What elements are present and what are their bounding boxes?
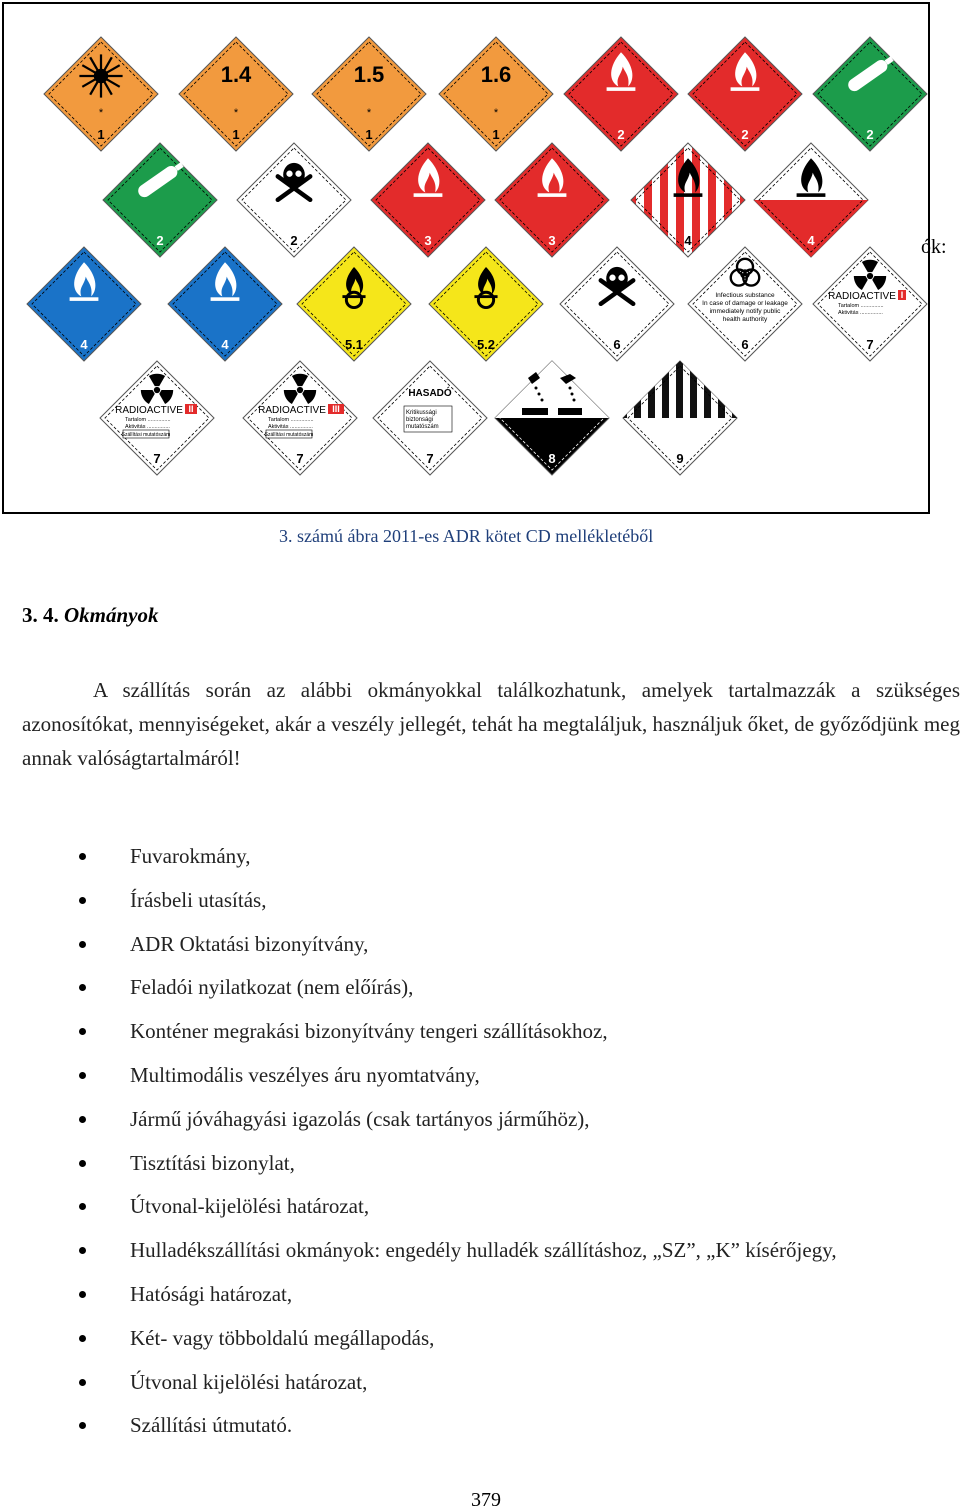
hazard-label bbox=[179, 37, 293, 151]
list-item bbox=[0, 1189, 837, 1233]
class-number: 1 bbox=[365, 127, 373, 142]
miscellaneous-stripes-icon bbox=[623, 361, 737, 418]
bullet-icon bbox=[79, 1160, 86, 1167]
hazard-label bbox=[103, 143, 217, 257]
class-number: 6 bbox=[613, 337, 621, 352]
division-code: 1.6 bbox=[480, 62, 512, 87]
hazard-label bbox=[429, 247, 543, 361]
hazard-labels-svg bbox=[4, 4, 930, 514]
bullet-icon bbox=[79, 1422, 86, 1429]
list-item-text: Útvonal kijelölési határozat, bbox=[130, 1369, 368, 1394]
bullet-icon bbox=[79, 1379, 86, 1386]
radio-line: Aktivitás ............... bbox=[838, 310, 883, 316]
list-item bbox=[0, 1233, 837, 1277]
infectious-text: In case of damage or leakage bbox=[702, 300, 788, 307]
hazard-label bbox=[100, 361, 214, 475]
section-title: Okmányok bbox=[64, 603, 159, 627]
class-number: 4 bbox=[221, 337, 229, 352]
radiation-icon bbox=[297, 387, 303, 393]
intro-paragraph: A szállítás során az alábbi okmányokkal találkozhatunk, amelyek tartalmazzák a szükséges azonosítókat, mennyiségeket, akár a veszély jellegét, tehát ha megtaláljuk, használjuk őket, de győződjünk meg annak valóságtartalmáról! bbox=[22, 678, 960, 770]
documents-list bbox=[0, 839, 837, 1452]
list-item bbox=[0, 1321, 837, 1365]
radioactive-text: RADIOACTIVE bbox=[828, 291, 896, 302]
hazard-label bbox=[560, 247, 674, 361]
bullet-icon bbox=[79, 1116, 86, 1123]
hazard-label bbox=[564, 37, 678, 151]
class-number: 2 bbox=[617, 127, 625, 142]
compatibility-star: * bbox=[493, 107, 499, 119]
bullet-icon bbox=[79, 1203, 86, 1210]
compatibility-star: * bbox=[98, 107, 104, 119]
hazard-label bbox=[688, 37, 802, 151]
category-text: I bbox=[900, 290, 904, 300]
skull-eye bbox=[618, 275, 624, 281]
transport-index-text: Szállítási mutatószám bbox=[121, 432, 171, 438]
class-number: 7 bbox=[426, 451, 434, 466]
class-number: 3 bbox=[548, 233, 556, 248]
bullet-icon bbox=[79, 984, 86, 991]
flame-base bbox=[538, 193, 567, 197]
bullet-icon bbox=[79, 897, 86, 904]
class-number: 2 bbox=[866, 127, 874, 142]
criticality-text: mutatószám bbox=[406, 424, 439, 430]
compatibility-star: * bbox=[366, 107, 372, 119]
bullet-icon bbox=[79, 1291, 86, 1298]
hazard-label bbox=[243, 361, 357, 475]
list-item bbox=[0, 1014, 837, 1058]
radio-line: Aktivitás ............... bbox=[125, 424, 170, 430]
hazard-label bbox=[495, 361, 609, 475]
flame-base bbox=[731, 87, 760, 91]
class-number: 7 bbox=[296, 451, 304, 466]
list-item-text: Hatósági határozat, bbox=[130, 1281, 293, 1306]
section-heading bbox=[22, 603, 159, 628]
category-text: II bbox=[188, 404, 194, 414]
list-item bbox=[0, 1146, 837, 1190]
list-item-text: Szállítási útmutató. bbox=[130, 1413, 293, 1438]
class-number: 1 bbox=[232, 127, 240, 142]
flame-base bbox=[674, 193, 703, 197]
criticality-text: biztonsági bbox=[406, 417, 434, 423]
hazard-label bbox=[495, 143, 609, 257]
hazard-label bbox=[371, 143, 485, 257]
radioactive-text: RADIOACTIVE bbox=[258, 405, 326, 416]
radio-line: Tartalom ............... bbox=[125, 417, 171, 423]
radio-line: Tartalom ............... bbox=[838, 303, 884, 309]
hazard-label bbox=[44, 37, 158, 151]
class-number: 2 bbox=[290, 233, 298, 248]
radiation-icon bbox=[867, 273, 873, 279]
list-item bbox=[0, 839, 837, 883]
infectious-text: health authority bbox=[722, 316, 768, 323]
hazard-label bbox=[312, 37, 426, 151]
infectious-text: Infectious substance bbox=[715, 292, 775, 299]
hazard-label bbox=[373, 361, 487, 475]
section-number: 3. 4. bbox=[22, 603, 59, 627]
hazard-label bbox=[297, 247, 411, 361]
hazard-label bbox=[168, 247, 282, 361]
fissile-heading: HASADÓ bbox=[408, 388, 452, 399]
skull-icon bbox=[606, 267, 628, 290]
list-item bbox=[0, 1365, 837, 1409]
list-item bbox=[0, 1058, 837, 1102]
transport-index-text: Szállítási mutatószám bbox=[264, 432, 314, 438]
division-code: 1.4 bbox=[220, 62, 252, 87]
class-number: 1 bbox=[97, 127, 105, 142]
list-item-text: Hulladékszállítási okmányok: engedély hulladék szállításhoz, „SZ”, „K” kísérőjegy, bbox=[130, 1238, 837, 1263]
flame-base bbox=[70, 297, 99, 301]
list-item-text: Írásbeli utasítás, bbox=[130, 887, 267, 912]
radioactive-text: RADIOACTIVE bbox=[115, 405, 183, 416]
category-text: III bbox=[332, 404, 340, 414]
hazard-label bbox=[631, 143, 745, 257]
class-number: 7 bbox=[866, 337, 874, 352]
bullet-icon bbox=[79, 1028, 86, 1035]
list-item bbox=[0, 883, 837, 927]
bullet-icon bbox=[79, 853, 86, 860]
cut-off-text: ók: bbox=[921, 236, 947, 258]
criticality-text: Kritikussági bbox=[406, 410, 437, 416]
hazard-label bbox=[237, 143, 351, 257]
class-number: 2 bbox=[156, 233, 164, 248]
hazard-label bbox=[27, 247, 141, 361]
hazard-labels-figure bbox=[2, 2, 930, 514]
list-item-text: Fuvarokmány, bbox=[130, 844, 251, 868]
hazard-label bbox=[813, 247, 927, 361]
flame-base bbox=[797, 193, 826, 197]
hazard-label bbox=[813, 37, 927, 151]
skull-eye bbox=[295, 171, 301, 177]
bullet-icon bbox=[79, 1072, 86, 1079]
class-number: 3 bbox=[424, 233, 432, 248]
figure-caption: 3. számú ábra 2011-es ADR kötet CD mellékletéből bbox=[279, 526, 654, 546]
radiation-icon bbox=[154, 387, 160, 393]
class-number: 2 bbox=[741, 127, 749, 142]
class-number: 5.2 bbox=[476, 337, 496, 352]
list-item-text: Jármű jóváhagyási igazolás (csak tartányos járműhöz), bbox=[130, 1106, 590, 1131]
infectious-text: immediately notify public bbox=[709, 308, 781, 315]
hazard-label bbox=[623, 361, 737, 475]
bullet-icon bbox=[79, 1247, 86, 1254]
class-number: 7 bbox=[153, 451, 161, 466]
class-number: 4 bbox=[684, 233, 692, 248]
list-item bbox=[0, 1102, 837, 1146]
list-item-text: ADR Oktatási bizonyítvány, bbox=[130, 931, 369, 956]
hazard-label bbox=[688, 247, 802, 361]
list-item bbox=[0, 1408, 837, 1452]
label-upper-half bbox=[495, 361, 609, 418]
class-number: 4 bbox=[807, 233, 815, 248]
list-item-text: Két- vagy többoldalú megállapodás, bbox=[130, 1325, 435, 1350]
hazard-label bbox=[439, 37, 553, 151]
class-number: 1 bbox=[492, 127, 500, 142]
flame-base bbox=[211, 297, 240, 301]
compatibility-star: * bbox=[233, 107, 239, 119]
list-item-text: Konténer megrakási bizonyítvány tengeri szállításokhoz, bbox=[130, 1019, 608, 1044]
class-number: 6 bbox=[741, 337, 749, 352]
class-number: 4 bbox=[80, 337, 88, 352]
class-number: 9 bbox=[676, 451, 684, 466]
skull-eye bbox=[286, 171, 292, 177]
list-item bbox=[0, 970, 837, 1014]
page-number: 379 bbox=[471, 1489, 501, 1511]
bullet-icon bbox=[79, 1335, 86, 1342]
division-code: 1.5 bbox=[353, 62, 385, 87]
radio-line: Tartalom ............... bbox=[268, 417, 314, 423]
list-item-text: Multimodális veszélyes áru nyomtatvány, bbox=[130, 1062, 480, 1087]
radio-line: Aktivitás ............... bbox=[268, 424, 313, 430]
list-item-text: Feladói nyilatkozat (nem előírás), bbox=[130, 975, 414, 1000]
flame-base bbox=[607, 87, 636, 91]
skull-icon bbox=[283, 163, 305, 186]
list-item-text: Tisztítási bizonylat, bbox=[130, 1150, 295, 1175]
class-number: 5.1 bbox=[344, 337, 364, 352]
hazard-label bbox=[754, 143, 868, 257]
flame-base bbox=[414, 193, 443, 197]
label-lower-half bbox=[754, 200, 868, 257]
list-item bbox=[0, 1277, 837, 1321]
list-item-text: Útvonal-kijelölési határozat, bbox=[130, 1194, 370, 1219]
class-number: 8 bbox=[548, 451, 556, 466]
bullet-icon bbox=[79, 941, 86, 948]
skull-eye bbox=[609, 275, 615, 281]
list-item bbox=[0, 927, 837, 971]
